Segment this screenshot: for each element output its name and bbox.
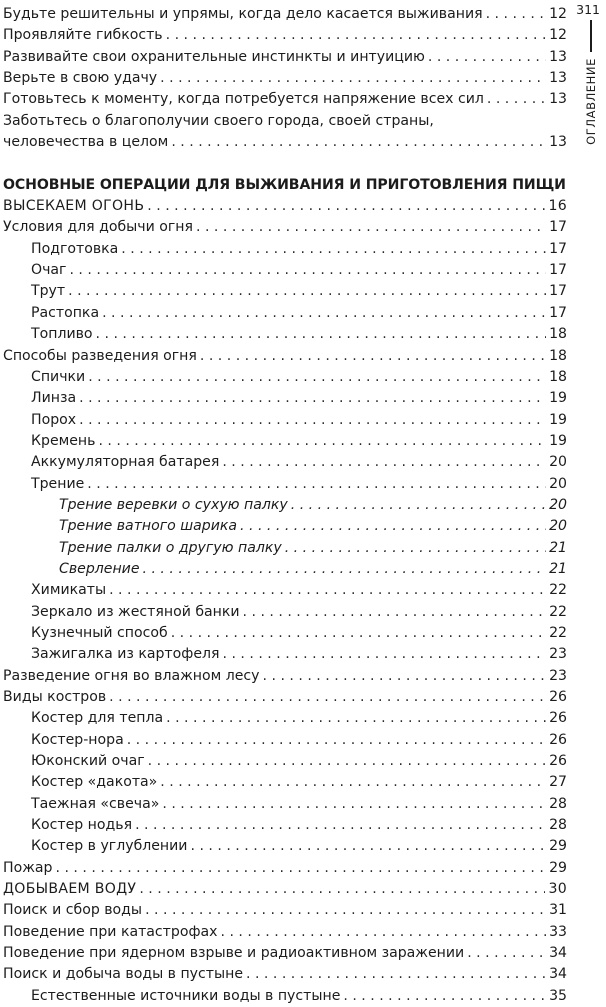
toc-entry-title: Естественные источники воды в пустыне <box>31 987 341 1004</box>
dot-leader <box>243 602 546 623</box>
toc-entry-page: 23 <box>549 646 567 663</box>
toc-entry-page: 33 <box>549 923 567 940</box>
table-of-contents <box>3 4 567 1007</box>
toc-entry-page: 13 <box>549 91 567 108</box>
toc-entry[interactable] <box>3 666 567 687</box>
dot-leader <box>88 367 546 388</box>
toc-entry-title: Зеркало из жестяной банки <box>31 603 240 620</box>
toc-entry[interactable] <box>3 410 567 431</box>
toc-entry-title: Химикаты <box>31 582 107 599</box>
toc-entry-page: 18 <box>549 368 567 385</box>
dot-leader <box>166 25 546 46</box>
toc-entry-page: 17 <box>549 219 567 236</box>
dot-leader <box>139 879 545 900</box>
toc-entry-title: Порох <box>31 411 77 428</box>
chapter-entry[interactable] <box>3 879 567 900</box>
toc-entry-page: 28 <box>549 817 567 834</box>
toc-entry-title: Трение веревки о сухую палку <box>59 496 288 513</box>
toc-entry-title: ДОБЫВАЕМ ВОДУ <box>3 881 137 898</box>
toc-entry[interactable] <box>3 559 567 580</box>
toc-entry[interactable] <box>3 623 567 644</box>
toc-entry-page: 27 <box>549 774 567 791</box>
toc-entry[interactable] <box>3 47 567 68</box>
dot-leader <box>160 68 546 89</box>
dot-leader <box>102 303 546 324</box>
dot-leader <box>148 751 546 772</box>
dot-leader <box>343 986 546 1007</box>
dot-leader <box>171 132 546 153</box>
toc-entry[interactable] <box>3 922 567 943</box>
toc-entry-title: Аккумуляторная батарея <box>31 454 220 471</box>
chapter-list <box>3 196 567 1007</box>
dot-leader <box>143 559 547 580</box>
toc-entry[interactable] <box>3 367 567 388</box>
dot-leader <box>246 964 546 985</box>
toc-entry-title: Условия для добычи огня <box>3 219 193 236</box>
dot-leader <box>145 900 546 921</box>
toc-entry[interactable] <box>3 815 567 836</box>
toc-entry-title: Трение палки о другую палку <box>59 539 282 556</box>
toc-entry-title: Готовьтесь к моменту, когда потребуется напряжение всех сил <box>3 91 484 108</box>
toc-entry-page: 21 <box>549 560 567 577</box>
toc-entry-title: Трение ватного шарика <box>59 518 238 535</box>
toc-entry-page: 12 <box>549 27 567 44</box>
toc-entry-title: Костер для тепла <box>31 710 164 727</box>
toc-entry-page: 21 <box>549 539 567 556</box>
toc-entry-wrapped-first-line[interactable]: Заботьтесь о благополучии своего города, своей страны, <box>3 112 434 129</box>
toc-entry-title: Виды костров <box>3 689 107 705</box>
toc-entry-title: Костер нодья <box>31 817 133 834</box>
toc-entry-page: 22 <box>549 624 567 641</box>
toc-entry[interactable] <box>3 730 567 751</box>
toc-entry-title: Поведение при ядерном взрыве и радиоактивном заражении <box>3 945 465 962</box>
toc-entry[interactable] <box>3 431 567 452</box>
dot-leader <box>291 495 546 516</box>
toc-entry[interactable] <box>3 708 567 729</box>
toc-entry[interactable] <box>3 25 567 46</box>
toc-entry-page: 34 <box>549 945 567 962</box>
toc-entry-title: Растопка <box>31 304 100 321</box>
toc-entry[interactable] <box>3 324 567 345</box>
chapter-entry[interactable] <box>3 196 567 217</box>
toc-entry[interactable] <box>3 346 567 367</box>
toc-entry-page: 26 <box>549 731 567 748</box>
toc-entry[interactable] <box>3 4 567 25</box>
dot-leader <box>127 730 546 751</box>
toc-entry-page: 13 <box>549 70 567 87</box>
toc-entry[interactable] <box>3 538 567 559</box>
toc-entry-page: 12 <box>549 6 567 22</box>
toc-entry-page: 18 <box>549 347 567 364</box>
toc-entry-page: 22 <box>549 582 567 599</box>
toc-entry-title: человечества в целом <box>3 134 169 151</box>
toc-entry[interactable] <box>3 751 567 772</box>
toc-entry[interactable] <box>3 602 567 623</box>
dot-leader <box>56 858 546 879</box>
section-heading: ОСНОВНЫЕ ОПЕРАЦИИ ДЛЯ ВЫЖИВАНИЯ И ПРИГОТОВЛЕНИЯ ПИЩИ <box>3 176 566 193</box>
toc-entry[interactable] <box>3 474 567 495</box>
toc-entry-page: 35 <box>549 987 567 1004</box>
toc-entry[interactable] <box>3 943 567 964</box>
toc-entry-page: 26 <box>549 710 567 727</box>
toc-entry-page: 20 <box>549 518 567 535</box>
toc-entry[interactable] <box>3 260 567 281</box>
toc-entry[interactable] <box>3 900 567 921</box>
toc-entry-page: 19 <box>549 411 567 428</box>
toc-entry-title: Подготовка <box>31 240 119 257</box>
dot-leader <box>121 239 546 260</box>
toc-entry-page: 29 <box>549 838 567 855</box>
dot-leader <box>87 474 546 495</box>
toc-entry-page: 16 <box>548 198 567 215</box>
toc-entry-page: 13 <box>549 48 567 65</box>
toc-entry[interactable] <box>3 687 567 708</box>
toc-entry-page: 29 <box>549 859 567 876</box>
toc-entry-title: Линза <box>31 390 77 407</box>
toc-entry-page: 20 <box>549 454 567 471</box>
toc-entry-page: 28 <box>549 795 567 812</box>
toc-entry-title: Кузнечный способ <box>31 624 168 641</box>
spacer <box>3 153 567 174</box>
toc-entry-title: Очаг <box>31 262 67 279</box>
dot-leader <box>135 815 546 836</box>
page-margin-tab <box>572 0 606 145</box>
toc-entry-title: Трут <box>31 283 66 300</box>
toc-entry-title: Таежная «свеча» <box>31 795 160 812</box>
toc-entry[interactable] <box>3 964 567 985</box>
toc-entry[interactable] <box>3 303 567 324</box>
dot-leader <box>200 346 546 367</box>
toc-entry-page: 17 <box>549 283 567 300</box>
toc-entry-page: 22 <box>549 603 567 620</box>
toc-entry-title: Костер в углублении <box>31 838 188 855</box>
toc-entry-title: Сверление <box>59 560 140 577</box>
toc-entry[interactable] <box>3 794 567 815</box>
dot-leader <box>79 388 546 409</box>
dot-leader <box>240 516 546 537</box>
dot-leader <box>486 4 546 25</box>
toc-entry[interactable] <box>3 644 567 665</box>
toc-entry-page: 34 <box>549 966 567 983</box>
toc-entry[interactable] <box>3 858 567 879</box>
toc-entry-page: 23 <box>549 667 567 684</box>
toc-entry-page: 17 <box>549 240 567 257</box>
dot-leader <box>68 281 546 302</box>
dot-leader <box>166 708 546 729</box>
toc-entry-title: Зажигалка из картофеля <box>31 646 220 663</box>
toc-entry[interactable] <box>3 89 567 110</box>
toc-entry-page: 17 <box>549 304 567 321</box>
dot-leader <box>162 794 546 815</box>
dot-leader <box>190 836 546 857</box>
dot-leader <box>109 687 546 708</box>
dot-leader <box>428 47 546 68</box>
toc-entry[interactable] <box>3 217 567 238</box>
toc-entry-page: 13 <box>549 134 567 151</box>
dot-leader <box>171 623 546 644</box>
page-number: 311 <box>576 2 600 17</box>
toc-entry-title: Разведение огня во влажном лесу <box>3 667 260 684</box>
toc-entry[interactable] <box>3 772 567 793</box>
dot-leader <box>221 922 547 943</box>
toc-entry-title: Проявляйте гибкость <box>3 27 163 44</box>
dot-leader <box>98 431 546 452</box>
toc-entry-title: Поведение при катастрофах <box>3 923 218 940</box>
margin-rule <box>590 20 592 52</box>
toc-entry[interactable] <box>3 132 567 153</box>
toc-entry-page: 31 <box>549 902 567 919</box>
toc-entry[interactable] <box>3 495 567 516</box>
toc-entry-title: Спички <box>31 368 86 385</box>
toc-entry-title: Поиск и добыча воды в пустыне <box>3 966 243 983</box>
toc-entry-title: Юконский очаг <box>31 753 145 770</box>
dot-leader <box>263 666 546 687</box>
dot-leader <box>69 260 546 281</box>
dot-leader <box>147 196 545 217</box>
dot-leader <box>79 410 546 431</box>
toc-entry-title: Топливо <box>31 326 93 343</box>
toc-entry-page: 26 <box>549 689 567 705</box>
toc-entry[interactable] <box>3 281 567 302</box>
running-header-label: ОГЛАВЛЕНИЕ <box>584 58 598 145</box>
toc-entry-title: Костер-нора <box>31 731 124 748</box>
dot-leader <box>222 452 546 473</box>
toc-entry-title: ВЫСЕКАЕМ ОГОНЬ <box>3 198 145 215</box>
toc-entry[interactable] <box>3 580 567 601</box>
dot-leader <box>160 772 546 793</box>
toc-entry[interactable] <box>3 452 567 473</box>
toc-entry-page: 20 <box>549 475 567 492</box>
dot-leader <box>222 644 546 665</box>
toc-entry-page: 30 <box>548 881 567 898</box>
toc-entry-page: 19 <box>549 390 567 407</box>
toc-entry[interactable] <box>3 239 567 260</box>
toc-entry[interactable] <box>3 68 567 89</box>
toc-entry-page: 18 <box>549 326 567 343</box>
dot-leader <box>96 324 546 345</box>
toc-entry-page: 19 <box>549 432 567 449</box>
toc-entry-page: 17 <box>549 262 567 279</box>
dot-leader <box>196 217 546 238</box>
toc-entry-title: Развивайте свои охранительные инстинкты и интуицию <box>3 48 425 65</box>
toc-entry[interactable] <box>3 986 567 1007</box>
toc-entry[interactable] <box>3 836 567 857</box>
toc-entry-title: Трение <box>31 475 85 492</box>
toc-entry-page: 20 <box>549 496 567 513</box>
toc-entry[interactable] <box>3 516 567 537</box>
toc-entry-title: Будьте решительны и упрямы, когда дело касается выживания <box>3 6 483 22</box>
toc-entry-title: Поиск и сбор воды <box>3 902 143 919</box>
dot-leader <box>467 943 546 964</box>
toc-entry-title: Костер «дакота» <box>31 774 158 791</box>
toc-entry-page: 26 <box>549 753 567 770</box>
toc-entry-title: Верьте в свою удачу <box>3 70 158 87</box>
toc-entry-title: Способы разведения огня <box>3 347 197 364</box>
dot-leader <box>109 580 546 601</box>
toc-entry-title: Пожар <box>3 859 53 876</box>
dot-leader <box>487 89 546 110</box>
dot-leader <box>285 538 546 559</box>
toc-entry-title: Кремень <box>31 432 96 449</box>
toc-entry[interactable] <box>3 388 567 409</box>
